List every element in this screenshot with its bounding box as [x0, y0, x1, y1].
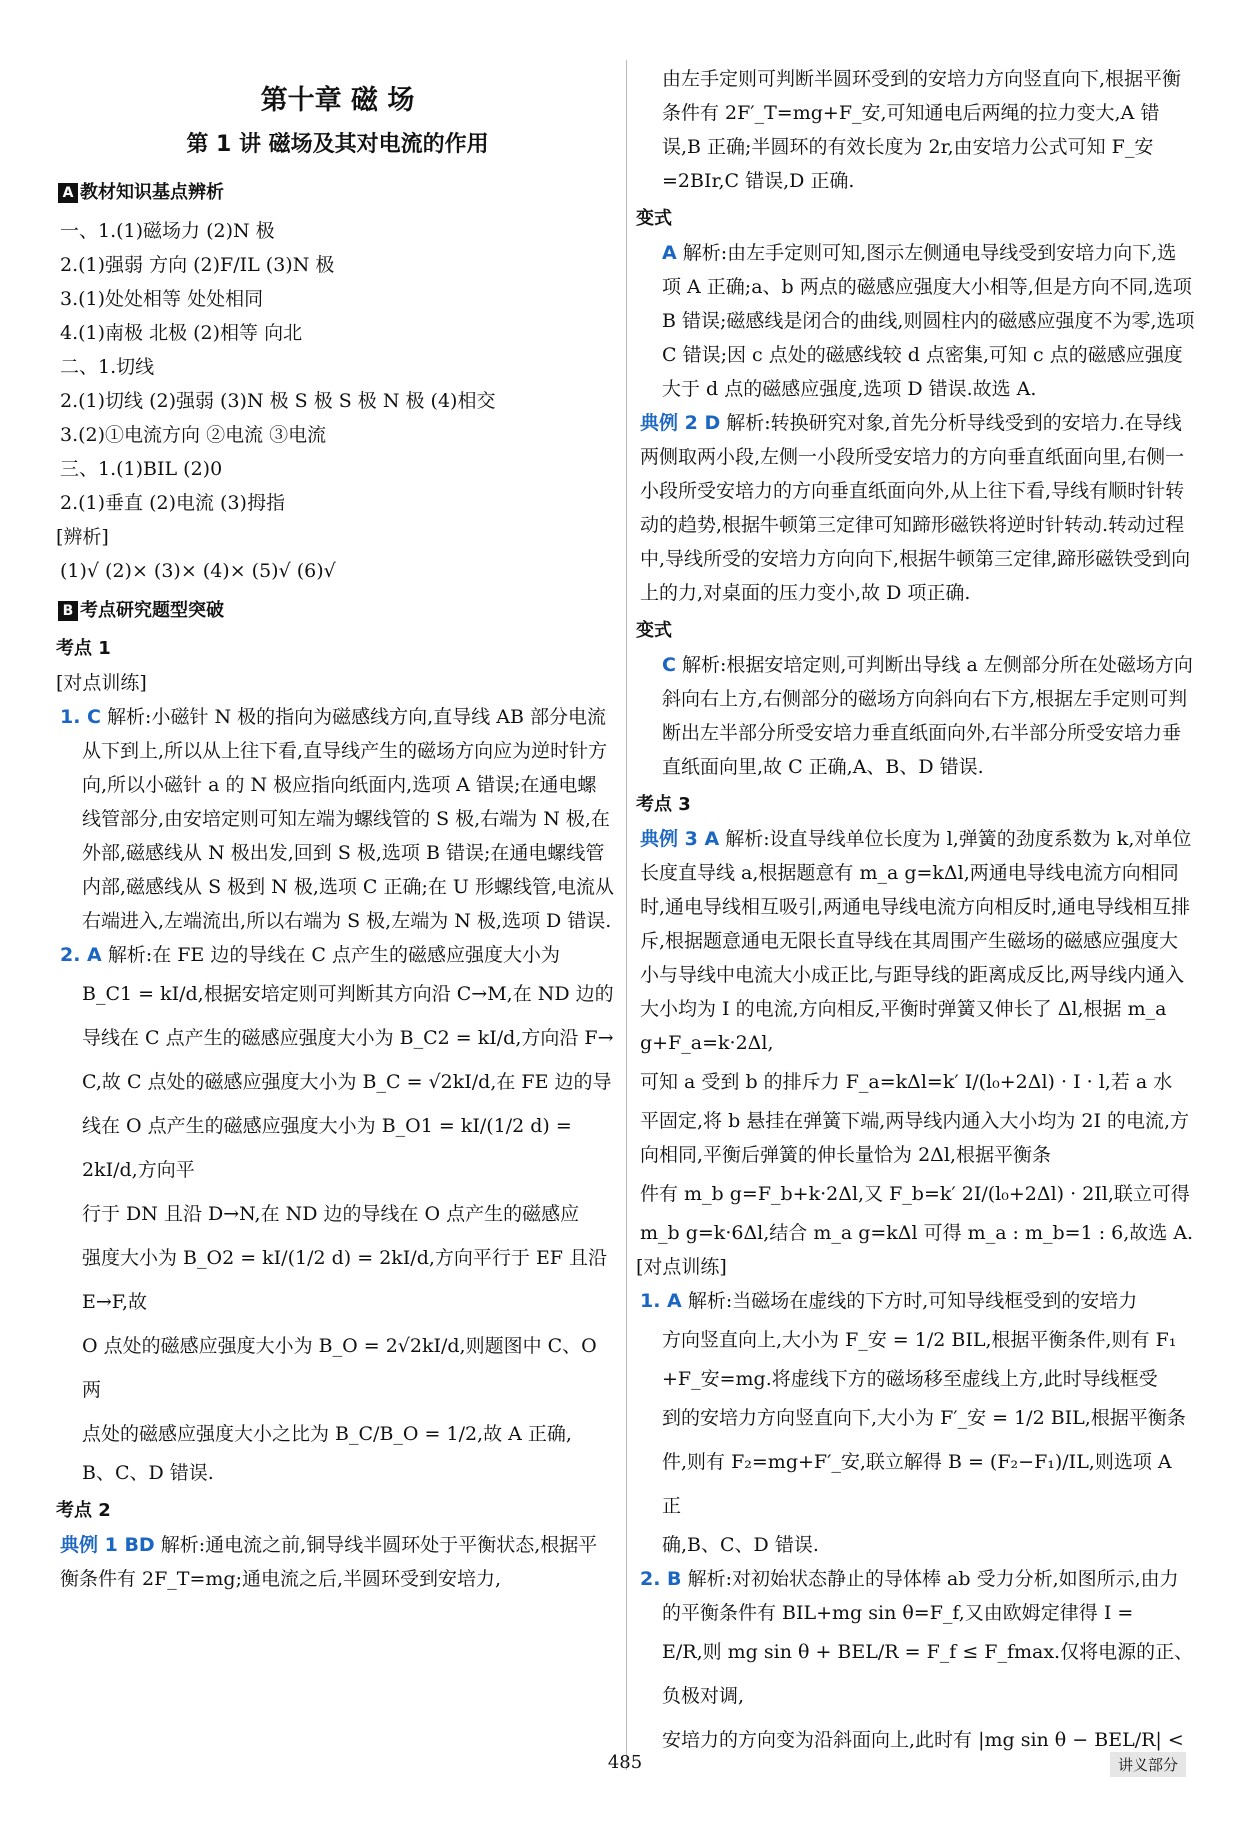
example-1-answer: 典例 1 BD: [60, 1534, 155, 1556]
question-2-line: 点处的磁感应强度大小之比为 B_C/B_O = 1/2,故 A 正确,: [82, 1423, 572, 1445]
right-question-2-line: 安培力的方向变为沿斜面向上,此时有 |mg sin θ − BEL/R| <: [662, 1729, 1184, 1751]
section-b-badge: B: [58, 601, 78, 621]
right-column: [636, 62, 1195, 1762]
chapter-title: 第十章 磁 场: [260, 85, 415, 116]
example-3-line: 解析:设直导线单位长度为 l,弹簧的劲度系数为 k,对单位长度直导线 a,根据题意有 m_a g=kΔl,两通电导线电流方向相同时,通电导线相互吸引,两通电导线电流方向相反时,通电导线相互排斥,根据题意通电无限长直导线在其周围产生磁场的磁感应强度大小与导线中电流大小成正比,与距导线的距离成反比,两导线内通入大小均为 I 的电流,方向相反,平衡时弹簧又伸长了 Δl,根据 m_a g+F_a=k·2Δl,: [640, 828, 1192, 1054]
answer-line: 2.(1)切线 (2)强弱 (3)N 极 S 极 S 极 N 极 (4)相交: [60, 390, 496, 412]
answer-line: 一、1.(1)磁场力 (2)N 极: [60, 220, 275, 242]
answer-line: 2.(1)垂直 (2)电流 (3)拇指: [60, 492, 285, 514]
answer-line: 3.(2)①电流方向 ②电流 ③电流: [60, 424, 327, 446]
right-question-1-line: 件,则有 F₂=mg+F′_安,联立解得 B = (F₂−F₁)/IL,则选项 A 正: [662, 1451, 1172, 1517]
variant-1-text: 解析:由左手定则可知,图示左侧通电导线受到安培力向下,选项 A 正确;a、b 两点的磁感应强度大小相等,但是方向不同,选项 B 错误;磁感线是闭合的曲线,则圆柱内的磁感应强度不为零,选项 C 错误;因 c 点处的磁感线较 d 点密集,可知 c 点的磁感应强度大于 d 点的磁感应强度,选项 D 错误.故选 A.: [662, 242, 1195, 400]
question-1-answer: 1. C: [60, 706, 101, 728]
variant-1-answer: A: [662, 242, 677, 264]
question-2-line: O 点处的磁感应强度大小为 B_O = 2√2kI/d,则题图中 C、O 两: [82, 1335, 597, 1401]
right-question-1-answer: 1. A: [640, 1290, 682, 1312]
example-1-continued: 由左手定则可判断半圆环受到的安培力方向竖直向下,根据平衡条件有 2F′_T=mg+F_安,可知通电后两绳的拉力变大,A 错误,B 正确;半圆环的有效长度为 2r,由安培力公式可知 F_安=2BIr,C 错误,D 正确.: [662, 68, 1182, 192]
kaodian-1-heading: 考点 1: [56, 638, 111, 659]
example-2-answer: 典例 2 D: [640, 412, 721, 434]
example-3-line: 可知 a 受到 b 的排斥力 F_a=kΔl=k′ I/(l₀+2Δl) · I · l,若 a 水: [640, 1071, 1173, 1093]
section-b-title: 考点研究题型突破: [80, 600, 224, 621]
right-question-2-answer: 2. B: [640, 1568, 682, 1590]
question-2: [60, 938, 615, 972]
example-3-line: 平固定,将 b 悬挂在弹簧下端,两导线内通入大小均为 2I 的电流,方向相同,平衡后弹簧的伸长量恰为 2Δl,根据平衡条: [640, 1110, 1190, 1166]
question-2-line: 线在 O 点产生的磁感应强度大小为 B_O1 = kI/(1/2 d) = 2kI/d,方向平: [82, 1115, 572, 1181]
variant-2: [640, 648, 1195, 784]
question-2-line: 行于 DN 且沿 D→N,在 ND 边的导线在 O 点产生的磁感应: [82, 1203, 580, 1225]
example-3-line: 件有 m_b g=F_b+k·2Δl,又 F_b=k′ 2I/(l₀+2Δl) · 2Il,联立可得: [640, 1183, 1190, 1205]
left-column: [56, 62, 615, 1596]
kaodian-2-heading: 考点 2: [56, 1500, 111, 1521]
right-question-1-line: 方向竖直向上,大小为 F_安 = 1/2 BIL,根据平衡条件,则有 F₁: [662, 1329, 1177, 1351]
bianxi-label: [辨析]: [56, 526, 109, 548]
right-question-1-line: +F_安=mg.将虚线下方的磁场移至虚线上方,此时导线框受: [662, 1368, 1158, 1390]
right-question-1-line: 解析:当磁场在虚线的下方时,可知导线框受到的安培力: [687, 1290, 1138, 1312]
question-1: [60, 700, 615, 938]
lecture-title: 第 1 讲 磁场及其对电流的作用: [186, 132, 489, 157]
section-a-title: 教材知识基点辨析: [80, 182, 224, 203]
question-2-line: 导线在 C 点产生的磁感应强度大小为 B_C2 = kI/d,方向沿 F→: [82, 1027, 614, 1049]
kaodian-3-heading: 考点 3: [636, 794, 691, 815]
example-3: [640, 822, 1195, 1060]
section-a-badge: A: [58, 183, 78, 203]
footer-label: 讲义部分: [1110, 1752, 1186, 1777]
question-2-line: B_C1 = kI/d,根据安培定则可判断其方向沿 C→M,在 ND 边的: [82, 983, 614, 1005]
variant-1-heading: 变式: [636, 208, 672, 229]
column-divider: [626, 60, 627, 1770]
right-question-1: [640, 1284, 1195, 1318]
section-a-heading: [58, 176, 615, 210]
question-2-line: 解析:在 FE 边的导线在 C 点产生的磁感应强度大小为: [107, 944, 560, 966]
variant-2-heading: 变式: [636, 620, 672, 641]
right-question-2-line: E/R,则 mg sin θ + BEL/R = F_f ≤ F_fmax.仅将电源的正、负极对调,: [662, 1641, 1194, 1707]
answer-line: 4.(1)南极 北极 (2)相等 向北: [60, 322, 303, 344]
page-number: 485: [607, 1752, 643, 1773]
answer-line: 2.(1)强弱 方向 (2)F/IL (3)N 极: [60, 254, 335, 276]
question-2-answer: 2. A: [60, 944, 102, 966]
example-3-line: m_b g=k·6Δl,结合 m_a g=kΔl 可得 m_a : m_b=1 : 6,故选 A.: [640, 1222, 1194, 1244]
variant-2-text: 解析:根据安培定则,可判断出导线 a 左侧部分所在处磁场方向斜向右上方,右侧部分的磁场方向斜向右下方,根据左手定则可判断出左半部分所受安培力垂直纸面向外,右半部分所受安培力垂直纸面向里,故 C 正确,A、B、D 错误.: [662, 654, 1193, 778]
section-b-heading: [58, 594, 615, 628]
right-question-2: [640, 1562, 1195, 1630]
answer-line: 二、1.切线: [60, 356, 155, 378]
right-question-2-line: 解析:对初始状态静止的导体棒 ab 受力分析,如图所示,由力的平衡条件有 BIL+mg sin θ=F_f,又由欧姆定律得 I =: [662, 1568, 1179, 1624]
answer-line: 3.(1)处处相等 处处相同: [60, 288, 264, 310]
example-1: [60, 1528, 615, 1596]
question-2-line: C,故 C 点处的磁感应强度大小为 B_C = √2kI/d,在 FE 边的导: [82, 1071, 612, 1093]
question-1-text: 解析:小磁针 N 极的指向为磁感线方向,直导线 AB 部分电流从下到上,所以从上往下看,直导线产生的磁场方向应为逆时针方向,所以小磁针 a 的 N 极应指向纸面内,选项 A 错误;在通电螺线管部分,由安培定则可知左端为螺线管的 S 极,右端为 N 极,在外部,磁感线从 N 极出发,回到 S 极,选项 B 错误;在通电螺线管内部,磁感线从 S 极到 N 极,选项 C 正确;在 U 形螺线管,电流从右端进入,左端流出,所以右端为 S 极,左端为 N 极,选项 D 错误.: [82, 706, 615, 932]
right-question-1-line: 确,B、C、D 错误.: [662, 1534, 819, 1556]
right-question-1-line: 到的安培力方向竖直向下,大小为 F′_安 = 1/2 BIL,根据平衡条: [662, 1407, 1186, 1429]
variant-2-answer: C: [662, 654, 676, 676]
duidian-label: [对点训练]: [636, 1256, 727, 1278]
variant-1: [640, 236, 1195, 406]
answer-line: 三、1.(1)BIL (2)0: [60, 458, 223, 480]
example-1-text: 解析:通电流之前,铜导线半圆环处于平衡状态,根据平衡条件有 2F_T=mg;通电流之后,半圆环受到安培力,: [60, 1534, 598, 1590]
example-2: [640, 406, 1195, 610]
bianxi-answers: (1)√ (2)× (3)× (4)× (5)√ (6)√: [60, 560, 336, 582]
question-2-line: 强度大小为 B_O2 = kI/(1/2 d) = 2kI/d,方向平行于 EF 且沿 E→F,故: [82, 1247, 608, 1313]
duidian-label: [对点训练]: [56, 672, 147, 694]
example-2-text: 解析:转换研究对象,首先分析导线受到的安培力.在导线两侧取两小段,左侧一小段所受安培力的方向垂直纸面向里,右侧一小段所受安培力的方向垂直纸面向外,从上往下看,导线有顺时针转动的趋势,根据牛顿第三定律可知蹄形磁铁将逆时针转动.转动过程中,导线所受的安培力方向向下,根据牛顿第三定律,蹄形磁铁受到向上的力,对桌面的压力变小,故 D 项正确.: [640, 412, 1191, 604]
question-2-line: B、C、D 错误.: [82, 1462, 214, 1484]
example-3-answer: 典例 3 A: [640, 828, 720, 850]
